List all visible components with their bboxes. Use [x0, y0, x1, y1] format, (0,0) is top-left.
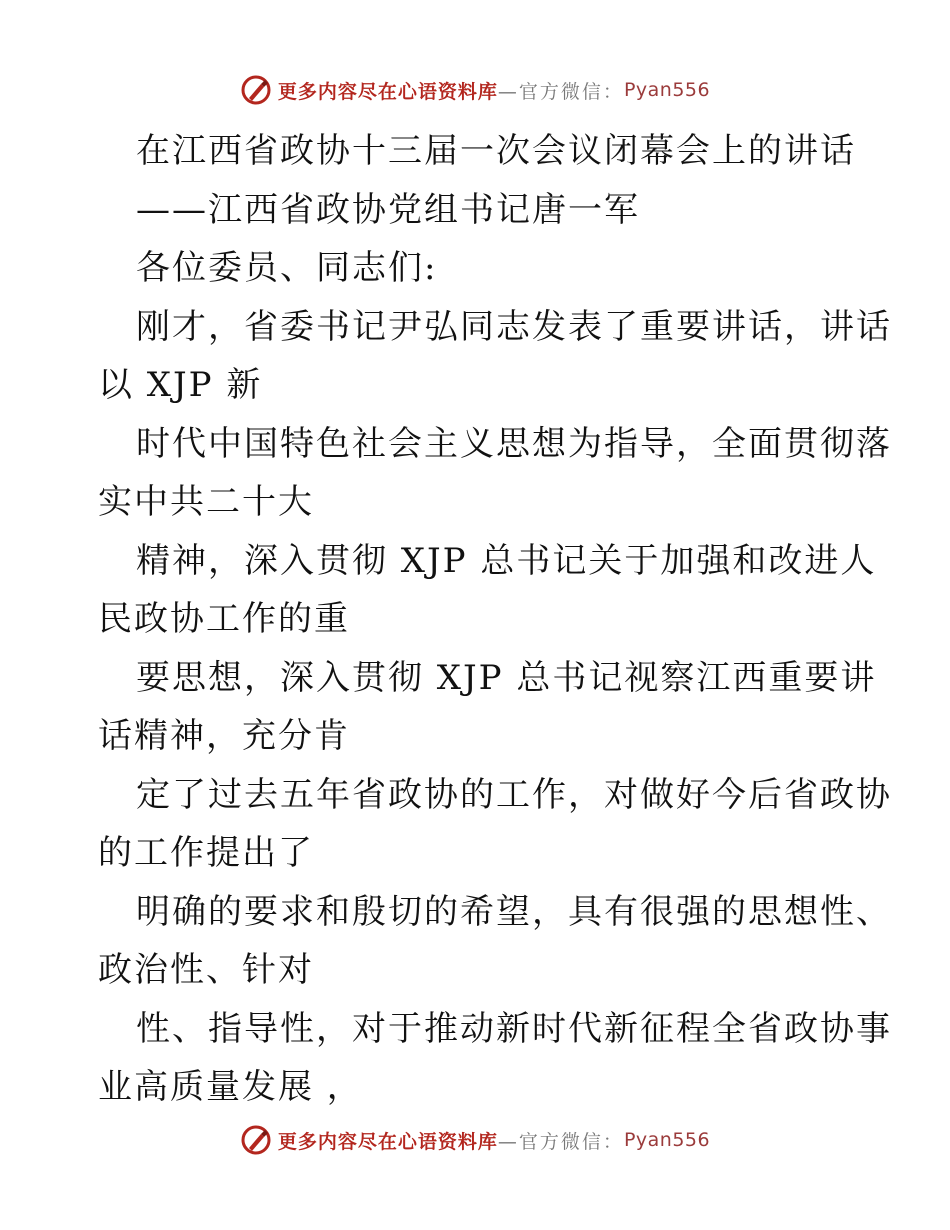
text-line: 刚才，省委书记尹弘同志发表了重要讲话，讲话: [136, 306, 892, 347]
text-line: 以 XJP 新: [98, 365, 263, 405]
watermark-red-text: 更多内容尽在心语资料库: [277, 80, 498, 103]
watermark-red-text: 更多内容尽在心语资料库: [277, 1130, 498, 1153]
document-body: [98, 122, 892, 1117]
text-line: ——江西省政协党组书记唐一军: [136, 189, 640, 230]
text-line: 的工作提出了: [98, 833, 314, 873]
text-line: 精神，深入贯彻 XJP 总书记关于加强和改进人: [136, 540, 877, 581]
text-line: 时代中国特色社会主义思想为指导，全面贯彻落: [136, 423, 892, 464]
text-line: 明确的要求和殷切的希望，具有很强的思想性、: [136, 891, 892, 932]
watermark-gray-text: —官方微信：: [497, 80, 624, 103]
watermark-gray-text: —官方微信：: [497, 1130, 624, 1153]
pen-circle-logo-icon: [240, 74, 272, 106]
text-line: 民政协工作的重: [98, 599, 350, 639]
text-line: 定了过去五年省政协的工作，对做好今后省政协: [136, 774, 892, 815]
text-line: 业高质量发展 ，: [98, 1067, 363, 1107]
text-line: 要思想，深入贯彻 XJP 总书记视察江西重要讲: [136, 657, 877, 698]
pen-circle-logo-icon: [240, 1124, 272, 1156]
text-line: 在江西省政协十三届一次会议闭幕会上的讲话: [136, 131, 856, 171]
footer-watermark: [0, 1124, 950, 1156]
text-line: 实中共二十大: [98, 482, 314, 522]
text-line: 话精神，充分肯: [98, 716, 350, 756]
text-line: 各位委员、同志们:: [136, 248, 438, 288]
header-watermark: [0, 74, 950, 106]
text-line: 政治性、针对: [98, 950, 314, 990]
watermark-account: Pyan556: [623, 79, 711, 101]
text-line: 性、指导性，对于推动新时代新征程全省政协事: [136, 1008, 892, 1049]
watermark-account: Pyan556: [623, 1129, 711, 1151]
